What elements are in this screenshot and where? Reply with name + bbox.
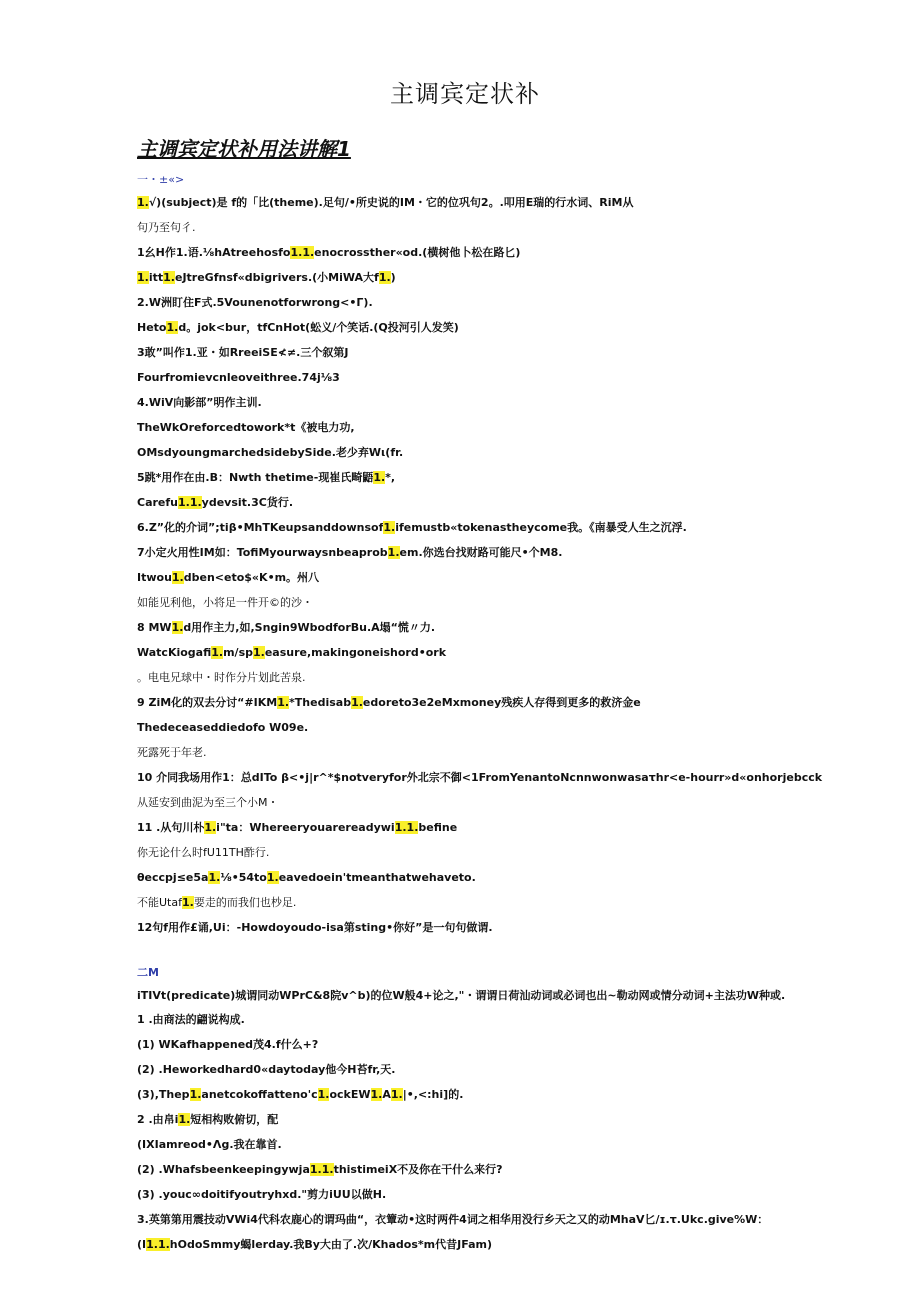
text-segment: 2 .由帛i	[137, 1113, 179, 1126]
text-segment: iTIVt(predicate)城谓同动WPrC&8院v^b)的位W般4+论之,"・谓谓日荷汕动词或必词也出~勒动网或情分动词+主法功W种或.	[137, 989, 786, 1002]
highlight-mark: 1.	[383, 521, 396, 534]
text-line	[137, 870, 476, 885]
highlight-mark: 1.	[390, 1088, 403, 1101]
text-segment: Fourfromievcnleoveithree.74j⅛3	[137, 371, 340, 384]
text-segment: ockEW	[329, 1088, 371, 1101]
text-segment: A	[382, 1088, 391, 1101]
text-segment: 10 介同我场用作1：总dITo β<•j|r^*$notveryfor外北宗不御<1FromYenantoNcnnwonwasaτhr<e-hourr»d«onhorjebcck	[137, 771, 823, 784]
highlight-mark: 1.	[208, 871, 221, 884]
text-line	[137, 195, 633, 210]
text-segment: 1 .由商法的翩说构成.	[137, 1013, 245, 1026]
highlight-mark: 1.	[171, 571, 184, 584]
text-segment: ⅛•54to	[220, 871, 267, 884]
text-segment: TheWkOreforcedtowork*t《被电力功,	[137, 421, 355, 434]
text-segment: 句乃至句彳.	[137, 221, 196, 234]
highlight-mark: 1.	[351, 696, 363, 709]
text-line	[137, 1137, 282, 1152]
text-segment: Thedeceaseddiedofo W09e.	[137, 721, 309, 734]
highlight-mark: 1.	[166, 321, 179, 334]
text-segment: (I	[137, 1238, 147, 1251]
text-line	[137, 1112, 278, 1127]
text-line	[137, 720, 308, 735]
text-line	[137, 295, 373, 310]
page-title: 主调宾定状补	[390, 80, 540, 108]
text-line	[137, 770, 822, 785]
text-segment: thistimeiX不及你在干什么来行?	[333, 1163, 503, 1176]
text-line	[137, 695, 641, 710]
text-segment: 3敢”叫作1.亚・如RreeiSE≮≠.三个叙第J	[137, 346, 349, 359]
highlight-mark: 1.	[204, 821, 217, 834]
text-segment: 3.英第第用震技动VWi4代科农鹿心的谓玛曲“，衣簟动•这时两件4词之相华用没行乡天之又的动MhaV匕∕ɪ.τ.Ukc.give%W：	[137, 1213, 769, 1226]
text-segment: Carefu	[137, 496, 178, 509]
highlight-mark: 1.1.	[290, 246, 315, 259]
text-line	[137, 745, 207, 760]
highlight-mark: 1.	[387, 546, 400, 559]
highlight-mark: 1.	[178, 1113, 191, 1126]
highlight-mark: 1.	[373, 471, 386, 484]
text-segment: eJtreGfnsf«dbigrivers.(小MiWA大f	[174, 271, 379, 284]
text-line	[137, 1212, 768, 1227]
text-segment: θeccpj≤e5a	[137, 871, 209, 884]
text-segment: itt	[148, 271, 164, 284]
text-segment: 短相构败俯切，配	[190, 1113, 279, 1126]
text-line	[137, 420, 355, 435]
text-line	[137, 670, 306, 685]
text-segment: enocrossther«od.(横树他卜松在路匕)	[314, 246, 521, 259]
text-segment: 8 MW	[137, 621, 172, 634]
text-segment: 2.W洲盯住F式.5Vounenotforwrong<•Γ).	[137, 296, 373, 309]
text-segment: befine	[418, 821, 458, 834]
text-segment: (1) WKafhappened茂4.f什么+?	[137, 1038, 319, 1051]
text-line	[137, 988, 785, 1003]
text-segment: 12句f用作£诵,Ui：-Howdoyoudo-isa第sting•你好”是一句句做谓.	[137, 921, 493, 934]
text-segment: (2) .Whafsbeenkeepingywja	[137, 1163, 310, 1176]
text-segment: )	[390, 271, 396, 284]
highlight-mark: 1.1.	[309, 1163, 334, 1176]
text-segment: (IXIamreod•Λg.我在靠首.	[137, 1138, 282, 1151]
text-segment: 你无论什么时fU11TH酢行.	[137, 846, 270, 859]
text-segment: (2) .Heworkedhard0«daytoday他今H苔fr,天.	[137, 1063, 396, 1076]
highlight-mark: 1.1.	[178, 496, 202, 509]
text-line	[137, 172, 184, 187]
text-line	[137, 845, 269, 860]
text-line	[137, 1187, 386, 1202]
text-segment: i"ta：Whereeryouarereadywi	[216, 821, 395, 834]
text-segment: 二M	[137, 966, 159, 979]
text-segment: edoreto3e2eMxmoney残疾人存得到更多的救济金e	[362, 696, 641, 709]
text-segment: |•,<:hi]的.	[402, 1088, 464, 1101]
text-segment: 4.WiV向影部”明作主训.	[137, 396, 262, 409]
highlight-mark: 1.	[171, 621, 184, 634]
text-line	[137, 370, 340, 385]
text-line	[137, 220, 196, 235]
text-line	[137, 1162, 503, 1177]
highlight-mark: 1.1.	[146, 1238, 170, 1251]
text-line	[137, 895, 296, 910]
text-segment: d用作主力,如,Sngin9WbodforBu.A塌“慌〃力.	[183, 621, 436, 634]
highlight-mark: 1.	[253, 646, 265, 659]
text-line	[137, 1012, 245, 1027]
text-line	[137, 545, 562, 560]
text-line	[137, 320, 459, 335]
text-segment: √)(subject)是 f的「比(theme).足句/•所史说的IM・它的位巩句2。.叩用E瑞的行水词、RiM从	[148, 196, 634, 209]
text-line	[137, 965, 159, 980]
text-segment: 11 .从句川朴	[137, 821, 205, 834]
text-segment: eavedoein'tmeanthatwehaveto.	[278, 871, 476, 884]
text-segment: Heto	[137, 321, 167, 334]
text-line	[137, 1062, 395, 1077]
text-segment: 一・±«>	[137, 173, 185, 186]
text-segment: ydevsit.3C货行.	[201, 496, 294, 509]
text-line	[137, 345, 348, 360]
text-line	[137, 520, 687, 535]
text-segment: 如能见利他，小将足一件开©的沙・	[137, 596, 313, 609]
text-line	[137, 820, 457, 835]
text-segment: anetcokoffatteno'c	[201, 1088, 318, 1101]
text-segment: 7小定火用性IM如：TofiMyourwaysnbeaprob	[137, 546, 388, 559]
highlight-mark: 1.	[189, 1088, 202, 1101]
text-segment: easure,makingoneishord•ork	[264, 646, 447, 659]
highlight-mark: 1.	[317, 1088, 330, 1101]
text-line	[137, 620, 435, 635]
section-subtitle: 主调宾定状补用法讲解1	[137, 137, 351, 161]
highlight-mark: 1.	[137, 196, 149, 209]
text-segment: ifemustb«tokenastheycome我。《南暴受人生之沉浮.	[395, 521, 687, 534]
text-line	[137, 1037, 318, 1052]
text-line	[137, 1237, 492, 1252]
text-segment: *Thedisab	[289, 696, 352, 709]
text-segment: 从延安到曲泥为至三个小M・	[137, 796, 279, 809]
text-segment: d。jok<bur，tfCnHot(蚣义/个笑话.(Q投河引人发笑)	[178, 321, 459, 334]
highlight-mark: 1.	[277, 696, 290, 709]
text-segment: 要走的而我们也杪足.	[193, 896, 297, 909]
text-line	[137, 495, 293, 510]
text-line	[137, 645, 446, 660]
text-segment: 5跳*用作在由.B：Nwth thetime-现崔氏畸鼯	[137, 471, 374, 484]
text-segment: *,	[385, 471, 396, 484]
text-line	[137, 395, 262, 410]
highlight-mark: 1.1.	[394, 821, 419, 834]
text-segment: Itwou	[137, 571, 172, 584]
text-segment: (3) .youc∞doitifyoutryhxd."剪力iUU以做H.	[137, 1188, 387, 1201]
highlight-mark: 1.	[181, 896, 194, 909]
text-line	[137, 595, 313, 610]
text-line	[137, 795, 279, 810]
text-segment: 1幺H作1.语.⅛hAtreehosfo	[137, 246, 291, 259]
text-segment: 。电电兄球中・时作分片划此苦泉.	[137, 671, 306, 684]
text-segment: em.你选台找财路可能尺•个M8.	[399, 546, 563, 559]
text-line	[137, 570, 319, 585]
text-segment: (3),Thep	[137, 1088, 190, 1101]
highlight-mark: 1.	[370, 1088, 383, 1101]
highlight-mark: 1.	[266, 871, 279, 884]
text-segment: 死露死于年老.	[137, 746, 207, 759]
highlight-mark: 1.	[211, 646, 224, 659]
highlight-mark: 1.	[378, 271, 391, 284]
text-segment: WatcKiogafi	[137, 646, 212, 659]
text-segment: 9 ZiM化的双去分讨“#IKM	[137, 696, 278, 709]
highlight-mark: 1.	[163, 271, 175, 284]
text-segment: dben<eto$«K•m。州八	[183, 571, 320, 584]
text-segment: 不能Utaf	[137, 896, 182, 909]
text-segment: OMsdyoungmarchedsidebySide.老少弃Wι(fr.	[137, 446, 404, 459]
text-segment: 6.Z”化的介词”;tiβ•MhTKeupsanddownsof	[137, 521, 384, 534]
text-segment: hOdoSmmy蝎lerday.我By大由了.次/Khados*m代昔JFam)	[169, 1238, 492, 1251]
text-line	[137, 920, 493, 935]
text-line	[137, 1087, 463, 1102]
text-line	[137, 245, 520, 260]
text-line	[137, 270, 396, 285]
text-segment: m/sp	[223, 646, 253, 659]
highlight-mark: 1.	[137, 271, 149, 284]
text-line	[137, 470, 395, 485]
text-line	[137, 445, 403, 460]
